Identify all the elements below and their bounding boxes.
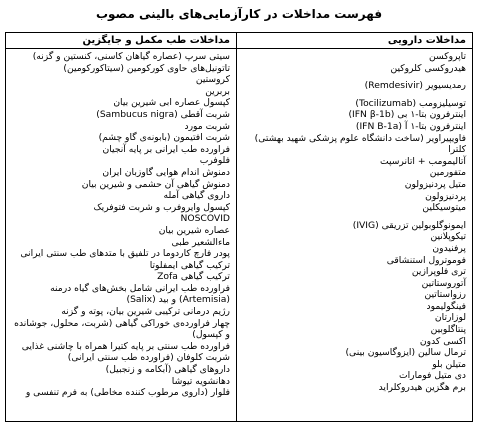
drug-intervention-item: فینگولیمود [426, 300, 466, 312]
drug-intervention-item: تاپروکسن [429, 51, 466, 62]
traditional-intervention-item: شربت کلوفان (فراورده طب سنتی ایرانی) [67, 352, 230, 364]
drug-intervention-item: برم هگزین هیدروکلراید [378, 382, 466, 394]
drug-intervention-item: اینترفرون بتا-۱ آ (IFN B-1a) [355, 120, 466, 132]
traditional-intervention-item: فلوار (داروی مرطوب کننده مخاطی) به فرم تنفسی و [25, 387, 230, 399]
drug-intervention-item: اینترفرون بتا-۱ بی (IFN β-1b) [348, 109, 466, 121]
drug-intervention-item: ترمال سالین (ایزوگاسیون بینی) [345, 347, 466, 359]
traditional-interventions-list [6, 49, 236, 421]
drug-intervention-item: ایمونوگلوبولین تزریقی (IVIG) [352, 219, 466, 231]
traditional-intervention-item: تاتونیل‌های حاوی کورکومین (سیتاکورکومین) [63, 62, 230, 74]
drug-interventions-column [236, 33, 472, 421]
traditional-intervention-item: شربت آقطی (Sambucus nigra) [96, 108, 230, 120]
traditional-intervention-item: کروستین [195, 74, 230, 86]
traditional-intervention-item: دمنوش گیاهی آن حشمی و شیرین بیان [81, 178, 230, 190]
traditional-intervention-item: ترکیب گیاهی ایمفلوتا [149, 259, 230, 271]
drug-intervention-item: دی متیل فومارات [398, 370, 466, 382]
traditional-intervention-item: عصاره شیرین بیان [158, 224, 230, 236]
drug-intervention-item: متفورمین [429, 167, 466, 179]
traditional-interventions-header: مداخلات طب مکمل و جایگزین [6, 33, 236, 49]
traditional-intervention-item: ماءالشعیر طبی [171, 236, 230, 248]
drug-intervention-item: میتوسیکلین [422, 202, 466, 214]
drug-intervention-item: آتوروستاتین [421, 277, 466, 289]
traditional-intervention-item: ترکیب گیاهی Zofa [157, 271, 230, 283]
drug-intervention-item: هیدروکسی کلروکین [390, 62, 466, 74]
traditional-intervention-item: کپسول وایروفرب و شربت فتوفریک [93, 201, 230, 213]
traditional-intervention-item: فلوفرب [199, 155, 230, 167]
drug-intervention-item: تیکوپلانین [430, 231, 466, 243]
traditional-intervention-item: داروی گیاهی آمله [163, 190, 230, 202]
drug-intervention-item: آتالیمومب + اتانرسپت [379, 155, 466, 167]
traditional-intervention-item: رژیم درمانی ترکیبی شیرین بیان، پوته و گزنه [61, 306, 230, 318]
traditional-intervention-item: بربرین [205, 85, 230, 97]
drug-interventions-header: مداخلات دارویی [237, 33, 472, 49]
drug-intervention-item: لوزارتان [434, 312, 466, 324]
traditional-intervention-item: فراورده طب ایرانی شامل بخش‌های گیاه درمنه (Artemisia) و بید (Salix) [50, 282, 230, 306]
traditional-intervention-item: دهانشویه تیوشا [171, 375, 230, 387]
traditional-intervention-item: شربت مورد [184, 120, 230, 132]
traditional-intervention-item: چهار فراورده‌ی خوراکی گیاهی (شربت، محلول، جوشانده و کپسول) [14, 317, 230, 341]
page-title: فهرست مداخلات در کارآزمایی‌های بالینی مصوب [95, 7, 383, 21]
drug-intervention-item: تری فلوپرازین [411, 266, 466, 278]
drug-intervention-item: پرفنیدون [432, 242, 466, 254]
traditional-intervention-item: فراورده طب سنتی بر پایه کتیرا همراه با چاشنی غذایی [21, 340, 230, 352]
traditional-intervention-item: سیتی سرپ (عصاره گیاهان کاسنی، کنستین و گزنه) [32, 51, 230, 62]
drug-intervention-item: رمدیسیویر (Remdesivir) [364, 80, 466, 92]
drug-intervention-item: پردنیزولون [425, 190, 466, 202]
drug-interventions-list [237, 49, 472, 421]
traditional-intervention-item: NOSCOVID [180, 213, 230, 225]
traditional-intervention-item: شربت افتیمون (بابونه‌ی گاو چشم) [98, 132, 230, 144]
drug-intervention-item: کلترا [448, 144, 466, 156]
drug-intervention-item: فاویپیراویر (ساخت دانشگاه علوم پزشکی شهید بهشتی) [254, 132, 466, 144]
drug-intervention-item: پنتاگلوبین [430, 324, 466, 336]
drug-intervention-item: اکسی کدون [419, 335, 466, 347]
traditional-intervention-item: دمنوش اندام هوایی گاوزبان ایران [102, 166, 230, 178]
drug-intervention-item: فوموترول استنشاقی [386, 254, 466, 266]
traditional-intervention-item: فراورده طب ایرانی بر پایه آنجیان [102, 143, 230, 155]
traditional-intervention-item: پودر فارچ کاردوما در تلفیق با متدهای طب سنتی ایرانی [20, 248, 230, 260]
traditional-intervention-item: داروهای گیاهی (آبکامه و زنجبیل) [105, 364, 230, 376]
traditional-interventions-column [6, 33, 236, 421]
drug-intervention-item: توسیلیزومب (Tocilizumab) [355, 97, 466, 109]
interventions-table [5, 32, 473, 422]
drug-intervention-item: متیل پردنیزولون [404, 178, 466, 190]
drug-intervention-item: رزواستاتین [424, 289, 466, 301]
traditional-intervention-item: کپسول عصاره ابی شیرین بیان [113, 97, 230, 109]
drug-intervention-item: متیلن بلو [432, 358, 466, 370]
